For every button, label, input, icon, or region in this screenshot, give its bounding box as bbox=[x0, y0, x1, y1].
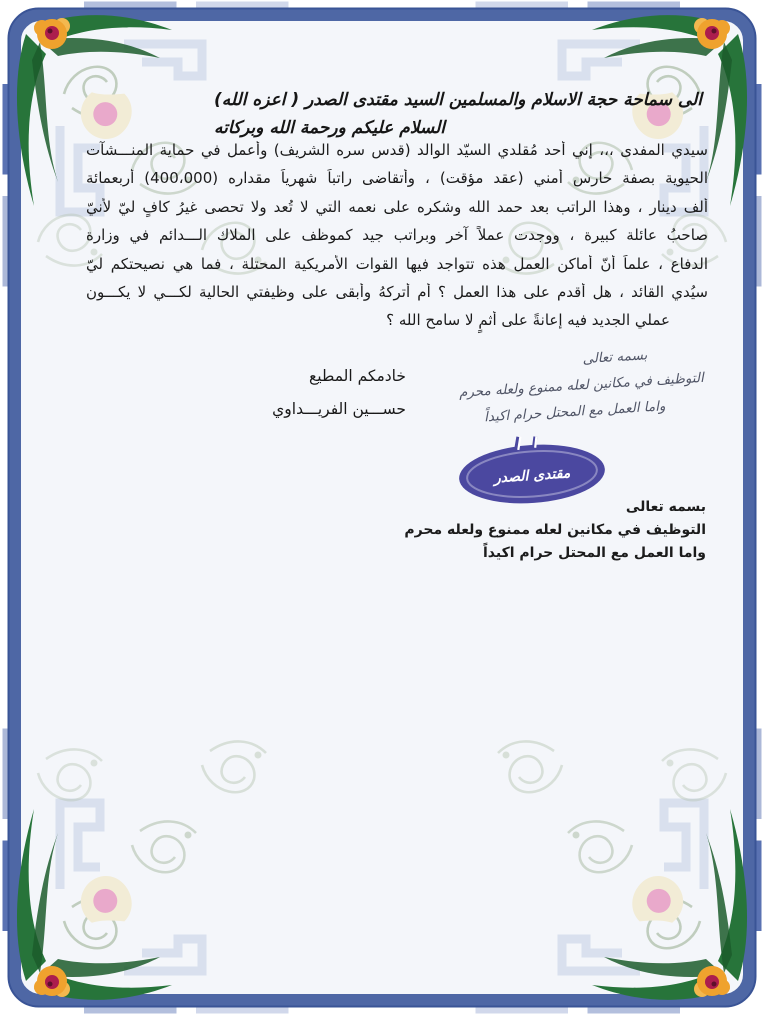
signature-title: خادمكم المطيع bbox=[309, 367, 406, 385]
sender-signature bbox=[206, 360, 406, 426]
typed-line: واما العمل مع المحتل حرام اكيداً bbox=[482, 545, 706, 561]
greeting-line: السلام عليكم ورحمة الله وبركاته bbox=[214, 118, 445, 138]
body-line: ألف دينار ، وهذا الراتب بعد حمد الله وشكره على نعمه التي لا تُعد ولا تحصى غيرُ كافٍ ليّ لأنيّ bbox=[86, 197, 708, 216]
handwritten-line: بسمه تعالى bbox=[581, 347, 648, 368]
typed-line: بسمه تعالى bbox=[625, 499, 706, 515]
signature-name: حســـين الفريـــداوي bbox=[272, 400, 406, 418]
addressee-line: الى سماحة حجة الاسلام والمسلمين السيد مقتدى الصدر ( اعزه الله) bbox=[214, 90, 702, 110]
stamp-text: مقتدى الصدر bbox=[493, 465, 571, 487]
body-line: عملي الجديد فيه إعانةً على أثمٍ لا سامح الله ؟ bbox=[386, 311, 670, 330]
letter-body bbox=[86, 141, 708, 340]
body-line: سيدي المفدى ،،، إني أحد مُقلدي السيّد الوالد (قدس سره الشريف) وأعمل في حماية المنـــشآت bbox=[86, 141, 708, 159]
body-line: صاحبُ عائلة كبيرة ، ووجدت عملاً آخر وبراتب جيد كموظف على الملاك الـــدائم في وزارة bbox=[86, 226, 708, 245]
typed-line: التوظيف في مكانين لعله ممنوع ولعله محرم bbox=[404, 522, 706, 538]
handwritten-fatwa-reply bbox=[402, 339, 706, 435]
handwritten-line: التوظيف في مكانين لعله ممنوع ولعله محرم bbox=[458, 369, 705, 401]
body-line: الحيوية بصفة حارس أمني (عقد مؤقت) ، وأتقاضى راتباً شهرياً مقداره (400،000) أربعمائة bbox=[86, 169, 708, 188]
letter-addressee bbox=[214, 86, 702, 142]
handwritten-line: واما العمل مع المحتل حرام اكيداً bbox=[483, 398, 666, 426]
typed-fatwa-transcription bbox=[404, 496, 706, 565]
body-line: سيُدي القائد ، هل أُقدم على هذا العمل ؟ أم أتركهُ وأبقى على وظيفتي الحالية لكـــي لا يكـــون bbox=[86, 282, 708, 301]
body-line: الدفاع ، علماً أنّ أماكن العمل هذه تتواجد فيها القوات الأمريكية المحتلة ، فما هي نصيحتكم ليّ bbox=[86, 254, 708, 273]
